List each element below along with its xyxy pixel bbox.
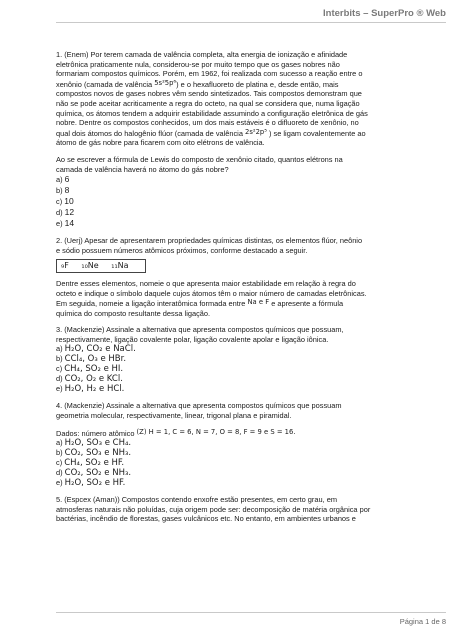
option-c: c) CH₄, SO₂ e HF.: [56, 458, 125, 469]
option-a: a) H₂O, SO₃ e CH₄.: [56, 438, 132, 449]
option-b: b) CO₂, SO₃ e NH₃.: [56, 448, 132, 459]
option-b: b) 8: [56, 185, 70, 196]
element-f: ₉F: [61, 261, 69, 271]
valence-formula-f: 2s²2p⁵: [245, 127, 267, 136]
q1-question: Ao se escrever a fórmula de Lewis do composto de xenônio citado, quantos elétrons na: [56, 154, 343, 164]
q1-line: compostos novos de gases nobres vêm sendo sintetizados. Tais compostos demonstram que: [56, 89, 362, 99]
q4-line: 4. (Mackenzie) Assinale a alternativa que apresenta compostos químicos que possuam: [56, 401, 342, 411]
document-body: [56, 50, 446, 524]
q2-line: química do composto resultante dessa ligação.: [56, 308, 211, 318]
element-ne: ₁₀Ne: [81, 261, 99, 271]
q4-data: Dados: número atômico (Z) H = 1, C = 6, N = 7, O = 8, F = 9 e S = 16.: [56, 427, 296, 438]
q1-text: ) e o hexafluoreto de platina e, desde então, mais: [176, 79, 339, 89]
header-divider: [56, 22, 446, 23]
option-e: e) 14: [56, 218, 75, 229]
q3-line: 3. (Mackenzie) Assinale a alternativa que apresenta compostos químicos que possuam,: [56, 325, 344, 335]
page-header: [0, 0, 474, 44]
q1-line: formariam compostos químicos. Porém, em 1962, foi realizada com sucesso a reação entre o: [56, 69, 363, 79]
header-title: Interbits – SuperPro ® Web: [323, 8, 446, 19]
q2-line: e sódio possuem números atômicos próximos, conforme destacado a seguir.: [56, 245, 308, 255]
option-d: d) CO₂, SO₂ e NH₃.: [56, 468, 132, 479]
q5-line: atmosferas naturais não poluídas, cuja origem pode ser: decomposição de matéria orgânica por: [56, 504, 371, 514]
q1-line: [56, 128, 446, 139]
option-a: a) 6: [56, 174, 70, 185]
option-a: a) H₂O, CO₂ e NaCl.: [56, 344, 136, 355]
elements-box: [56, 259, 146, 273]
valence-formula-xe: 5s²5p⁶: [154, 78, 177, 87]
q1-line: [56, 79, 446, 90]
q2-line: 2. (Uerj) Apesar de apresentarem propriedades químicas distintas, os elementos flúor, neônio: [56, 236, 363, 246]
q1-text: ) se ligam covalentemente ao: [269, 128, 366, 138]
q1-text: qual dois átomos do halogênio flúor (camada de valência: [56, 128, 243, 138]
q2-line: Em seguida, nomeie a ligação interatômica formada entre Na e F e apresente a fórmula: [56, 298, 344, 309]
option-c: c) CH₄, SO₂ e HI.: [56, 364, 124, 375]
option-c: c) 10: [56, 196, 74, 207]
q2-line: octeto e indique o símbolo daquele cujos átomos têm o maior número de camadas eletrônicas.: [56, 288, 367, 298]
option-e: e) H₂O, SO₂ e HF.: [56, 478, 126, 489]
atomic-numbers: (Z) H = 1, C = 6, N = 7, O = 8, F = 9 e S = 16.: [136, 427, 296, 436]
question-5: [56, 495, 446, 524]
question-3: [56, 325, 446, 394]
q1-line: não se pode aceitar acriticamente a regra do octeto, na qual se considera que, numa ligação: [56, 98, 360, 108]
na-f-formula: Na e F: [247, 298, 270, 307]
option-e: e) H₂O, H₂ e HCl.: [56, 384, 125, 395]
question-4: [56, 401, 446, 488]
q1-line: 1. (Enem) Por terem camada de valência completa, alta energia de ionização e afinidade: [56, 50, 348, 59]
option-d: d) 12: [56, 207, 75, 218]
q2-line: Dentre esses elementos, nomeie o que apresenta maior estabilidade em relação à regra do: [56, 278, 356, 288]
q1-line: eletrônica praticamente nula, considerou-se por muito tempo que os gases nobres não: [56, 59, 340, 69]
q1-question: camada de valência haverá no átomo do gás nobre?: [56, 164, 229, 174]
q1-line: química, os átomos tendem a adquirir estabilidade assumindo a configuração eletrônica de gás: [56, 108, 368, 118]
question-1: [56, 50, 446, 229]
q3-line: respectivamente, ligação covalente polar, ligação covalente apolar e ligação iônica.: [56, 334, 329, 344]
q5-line: bactérias, incêndio de florestas, gases vulcânicos etc. No entanto, em ambientes urbanos e: [56, 514, 356, 524]
option-d: d) CO₂, O₂ e KCl.: [56, 374, 123, 385]
option-b: b) CCl₄, O₃ e HBr.: [56, 354, 127, 365]
q4-line: geometria molecular, respectivamente, linear, trigonal plana e piramidal.: [56, 411, 292, 421]
question-2: [56, 236, 446, 318]
q5-line: 5. (Espcex (Aman)) Compostos contendo enxofre estão presentes, em certo grau, em: [56, 495, 337, 505]
footer-divider: [56, 612, 446, 613]
q1-line: nobre. Dentre os compostos conhecidos, um dos mais estáveis é o difluoreto de xenônio, no: [56, 118, 359, 128]
q1-line: átomo de gás nobre para ficarem com oito elétrons de valência.: [56, 138, 265, 148]
q1-text: xenônio (camada de valência: [56, 79, 153, 89]
element-na: ₁₁Na: [111, 261, 129, 271]
page-number: Página 1 de 8: [399, 617, 446, 626]
